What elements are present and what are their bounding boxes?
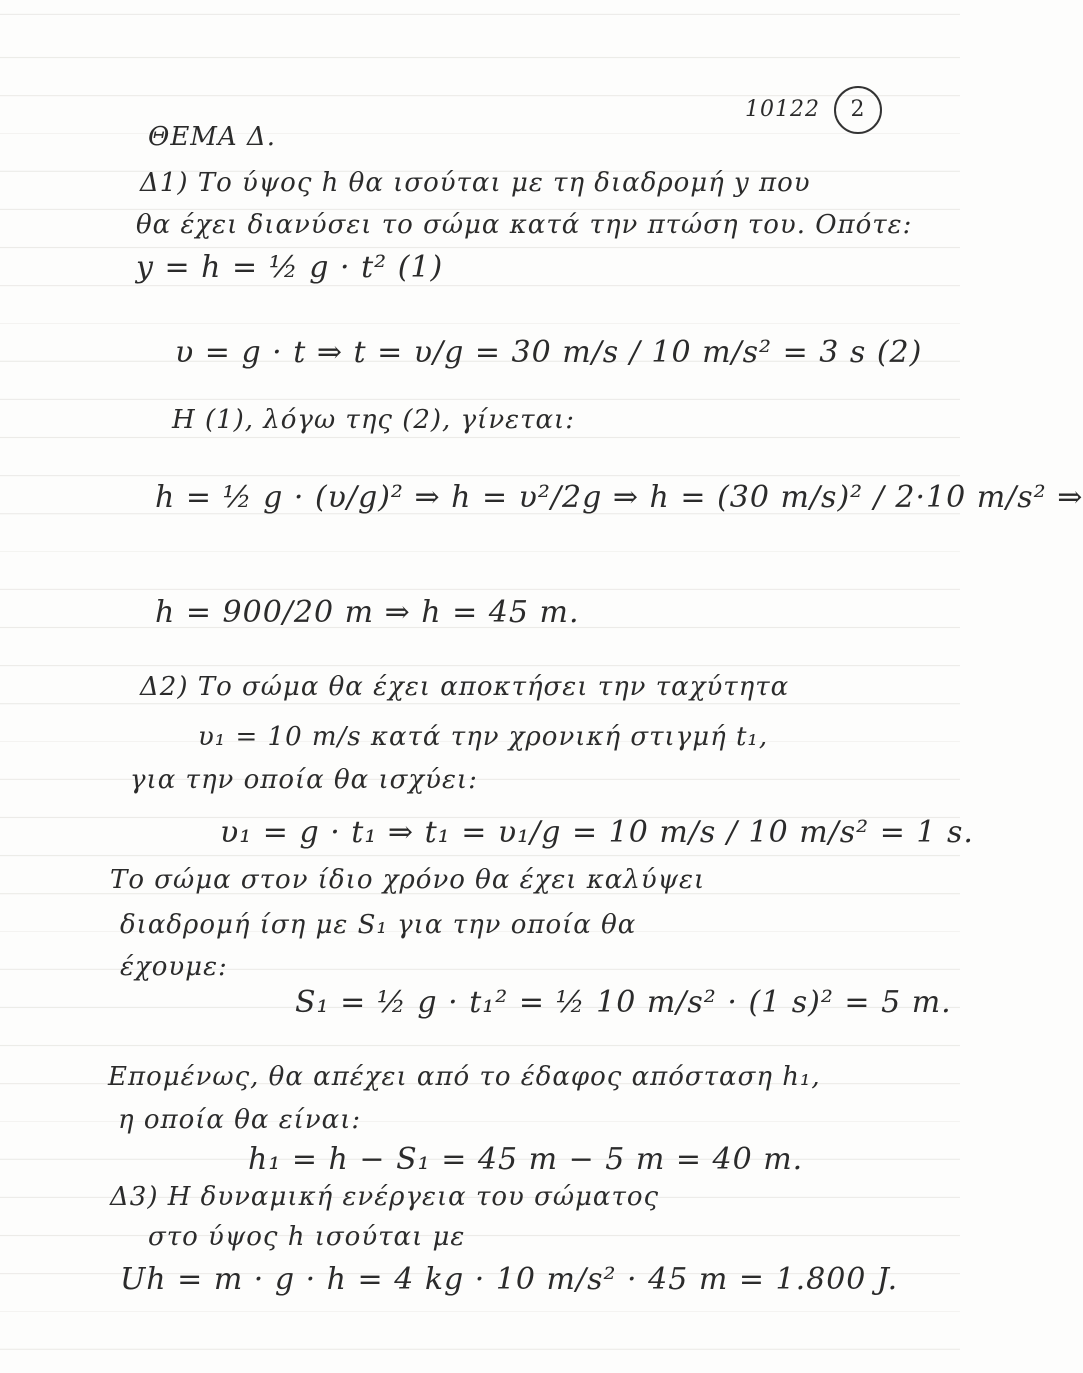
section-title: ΘΕΜΑ Δ. xyxy=(148,122,276,152)
d1-equation-3: h = ½ g · (υ/g)² ⇒ h = υ²/2g ⇒ h = (30 m/s)² / 2·10 m/s² ⇒ xyxy=(155,480,1083,515)
d1-line-2: θα έχει διανύσει το σώμα κατά την πτώση του. Οπότε: xyxy=(136,210,913,240)
d2-equation-3: h₁ = h − S₁ = 45 m − 5 m = 40 m. xyxy=(248,1142,804,1177)
document-id: 10122 xyxy=(745,97,820,122)
d3-line-1: Δ3) Η δυναμική ενέργεια του σώματος xyxy=(110,1182,660,1212)
d2-line-2: υ₁ = 10 m/s κατά την χρονική στιγμή t₁, xyxy=(198,722,769,752)
d1-line-1: Δ1) Το ύψος h θα ισούται με τη διαδρομή y που xyxy=(140,168,811,198)
d2-line-1: Δ2) Το σώμα θα έχει αποκτήσει την ταχύτητα xyxy=(140,672,790,702)
page-number-circle: 2 xyxy=(834,86,882,134)
d2-line-6: έχουμε: xyxy=(120,952,228,982)
d3-equation: Uh = m · g · h = 4 kg · 10 m/s² · 45 m = 1.800 J. xyxy=(120,1262,899,1297)
d1-line-3: Η (1), λόγω της (2), γίνεται: xyxy=(172,405,575,435)
d2-line-5: διαδρομή ίση με S₁ για την οποία θα xyxy=(120,910,637,940)
d2-line-4: Το σώμα στον ίδιο χρόνο θα έχει καλύψει xyxy=(110,865,706,895)
page-header xyxy=(745,86,882,134)
d2-line-7: Επομένως, θα απέχει από το έδαφος απόσταση h₁, xyxy=(108,1062,821,1092)
d3-line-2: στο ύψος h ισούται με xyxy=(148,1222,466,1252)
d2-line-3: για την οποία θα ισχύει: xyxy=(130,765,478,795)
d2-line-8: η οποία θα είναι: xyxy=(118,1105,362,1135)
d1-equation-2: υ = g · t ⇒ t = υ/g = 30 m/s / 10 m/s² = 3 s (2) xyxy=(175,335,923,370)
d2-equation-1: υ₁ = g · t₁ ⇒ t₁ = υ₁/g = 10 m/s / 10 m/s² = 1 s. xyxy=(220,815,974,850)
d1-result: h = 900/20 m ⇒ h = 45 m. xyxy=(155,595,580,630)
d1-equation-1: y = h = ½ g · t² (1) xyxy=(136,250,444,285)
d2-equation-2: S₁ = ½ g · t₁² = ½ 10 m/s² · (1 s)² = 5 m. xyxy=(295,985,952,1020)
